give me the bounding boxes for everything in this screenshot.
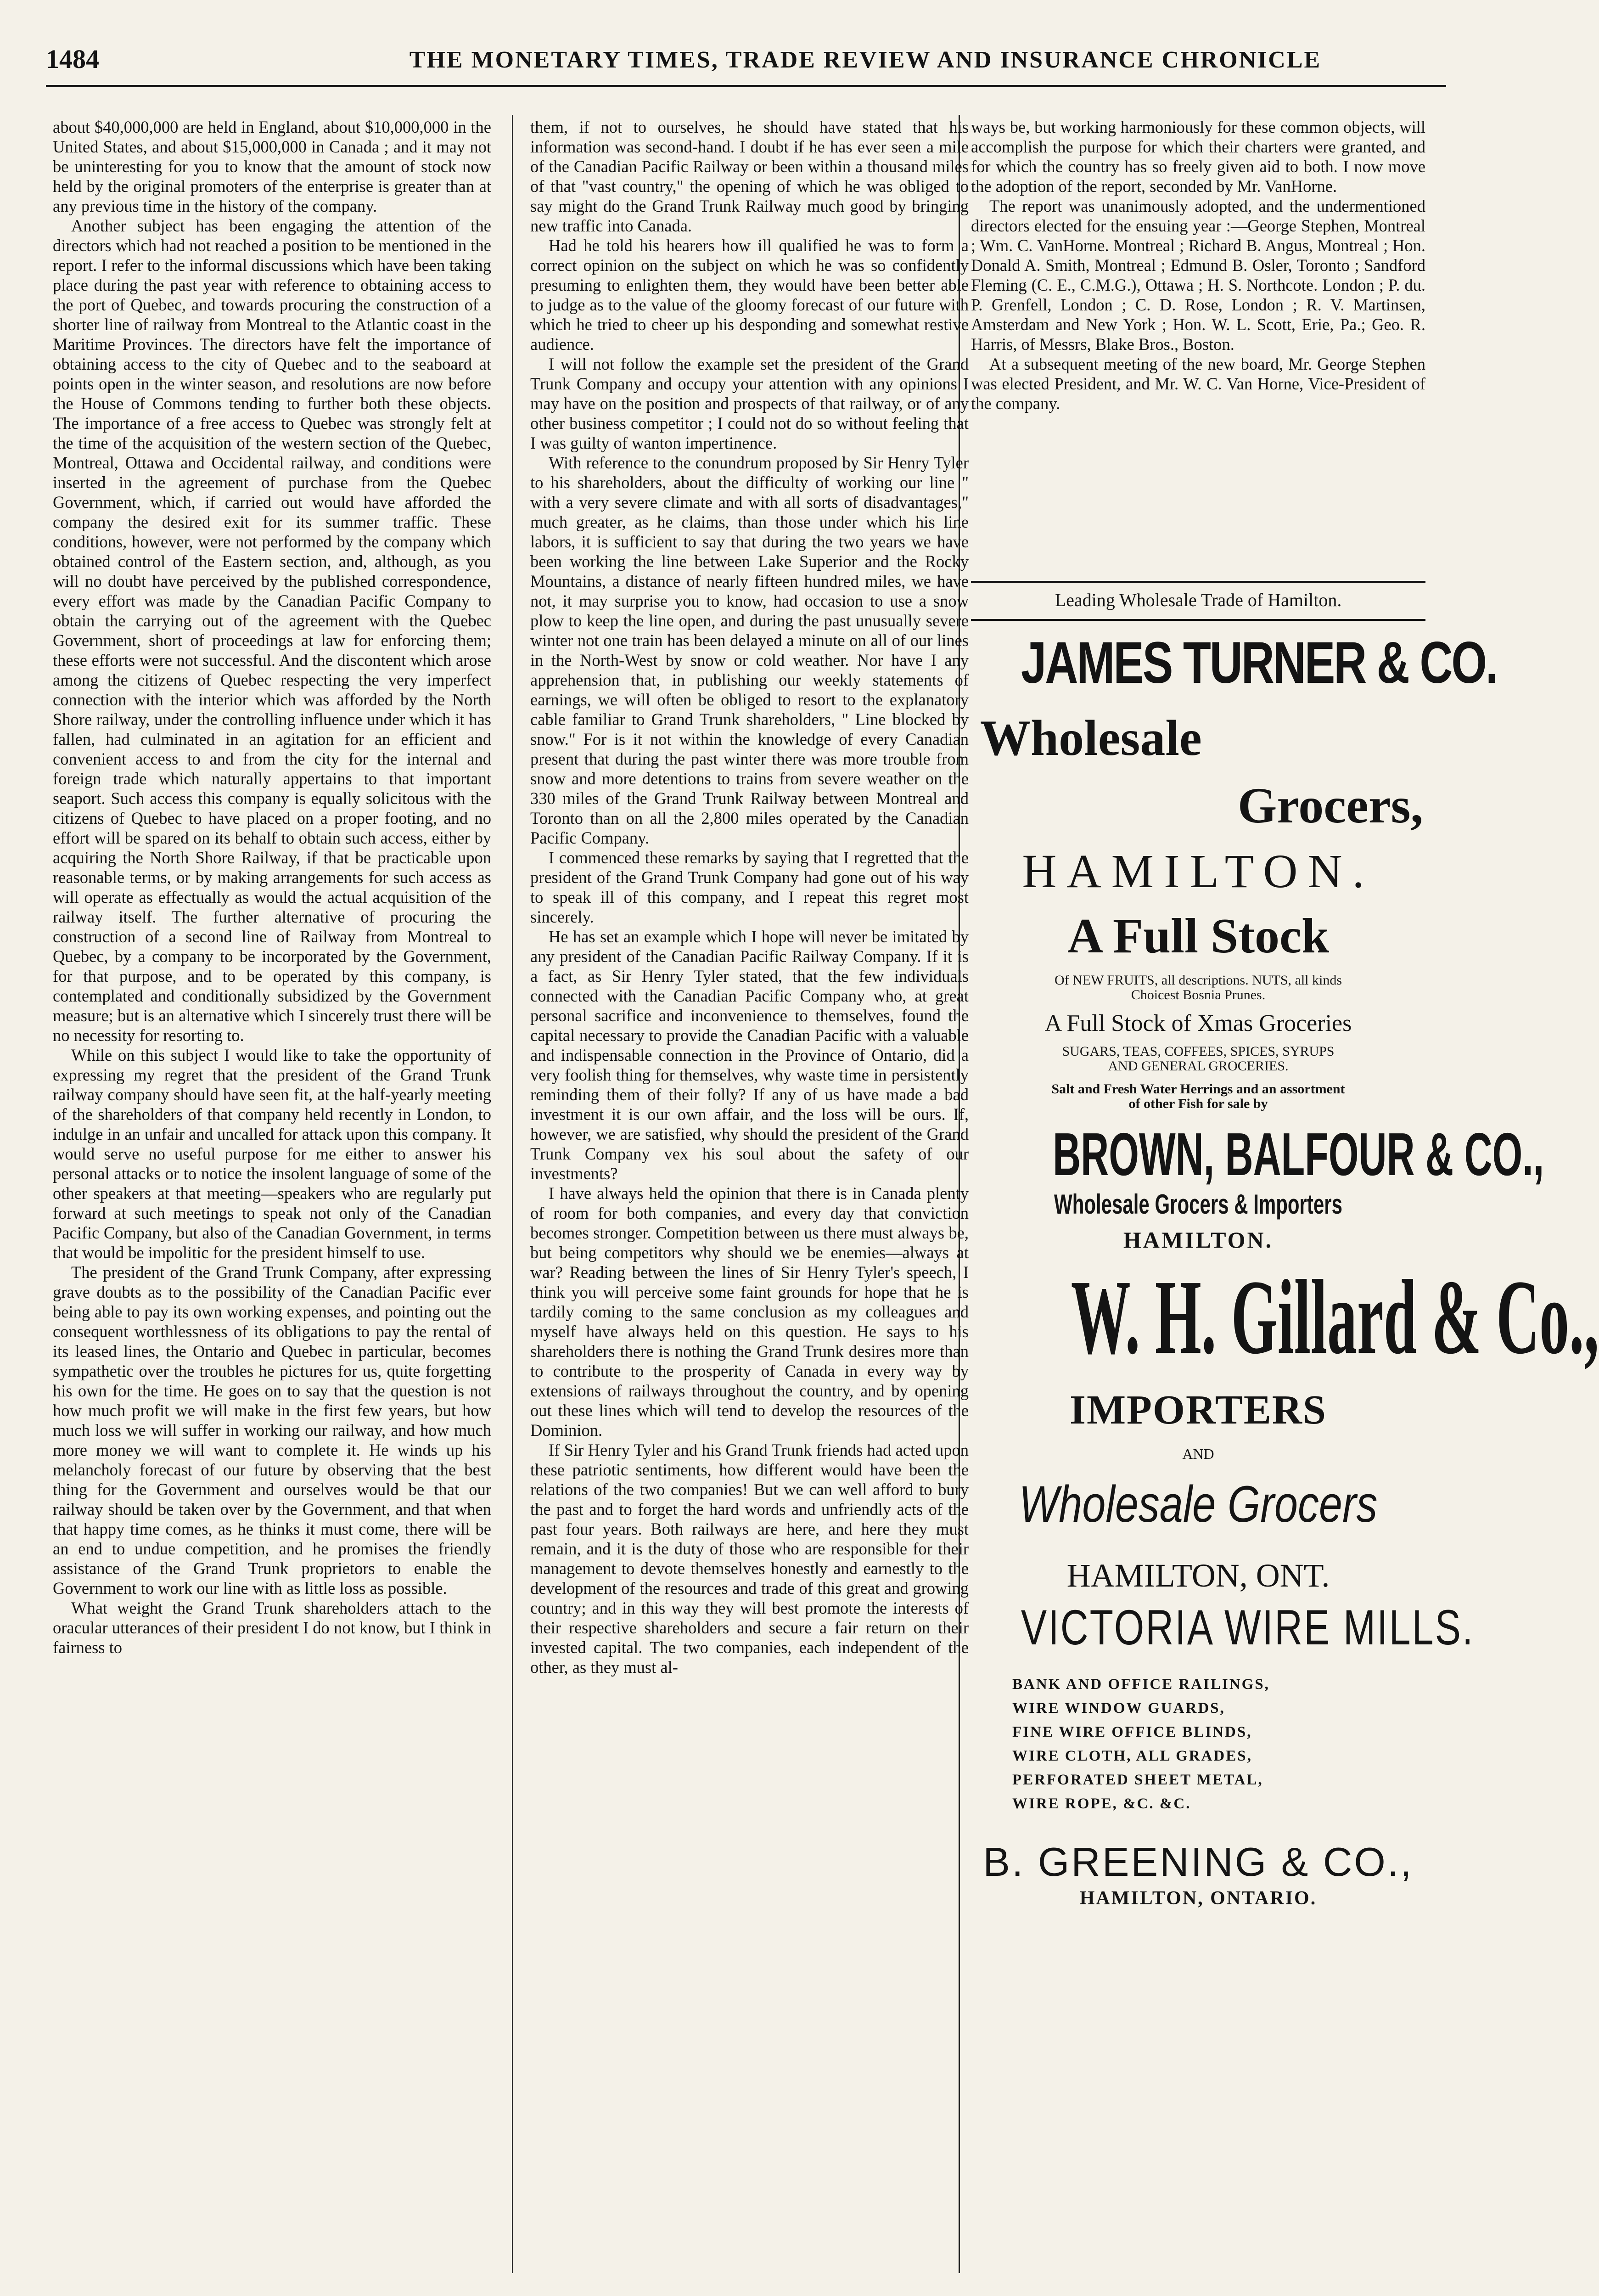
- ad-gillard: [971, 1258, 1599, 1595]
- paragraph: The report was unanimously adopted, and the undermentioned directors elected for the ensuing year :—George Stephen, Montreal ; Wm. C. VanHorne. Montreal ; Richard B. Angus, Montreal ; Hon. Donald A. Smith, Montreal ; Edmund B. Osler, Toronto ; Sandford Fleming (C. E., C.M.G.), Ottawa ; H. S. Northcote. London ; P. du. P. Grenfell, London ; C. D. Rose, London ; R. V. Martinsen, Amsterdam and New York ; Hon. W. L. Scott, Erie, Pa.; Geo. R. Harris, of Messrs, Blake Bros., Boston.: [971, 197, 1425, 354]
- paragraph: them, if not to ourselves, he should have stated that his information was second-hand. I doubt if he has ever seen a mile of the Canadian Pacific Railway or been within a thousand miles of that "vast country," the opening of which he was obliged to say might do the Grand Trunk Railway much good by bringing new traffic into Canada.: [530, 118, 969, 235]
- ad-line: Wholesale: [980, 710, 1202, 766]
- running-head: THE MONETARY TIMES, TRADE REVIEW AND INSURANCE CHRONICLE: [409, 47, 1322, 73]
- article-column-2: [530, 117, 969, 2275]
- ad-line: IMPORTERS: [1070, 1387, 1327, 1433]
- paragraph: What weight the Grand Trunk shareholders attach to the oracular utterances of their president I do not know, but I think in fairness to: [53, 1598, 491, 1657]
- paragraph: At a subsequent meeting of the new board, Mr. George Stephen was elected President, and Mr. W. C. Van Horne, Vice-President of the company.: [971, 355, 1425, 413]
- page-header: [46, 44, 1446, 87]
- ad-line: Choicest Bosnia Prunes.: [1131, 987, 1266, 1002]
- list-item: PERFORATED SHEET METAL,: [1012, 1772, 1263, 1788]
- paragraph: While on this subject I would like to take the opportunity of expressing my regret that the president of the Grand Trunk railway company should have seen fit, at the half-yearly meeting of the shareholders of that company held recently in London, to indulge in an unfair and uncalled for attack upon this company. It would serve no useful purpose for me either to answer his personal attacks or to notice the insolent language of some of the other speakers at that meeting—speakers who are regularly put forward at such meetings to speak not only of the Canadian Pacific Company, but also of the Canadian Government, in terms that would be impolitic for the president himself to use.: [53, 1046, 491, 1262]
- list-item: WIRE ROPE, &C. &C.: [1012, 1795, 1191, 1812]
- paragraph: With reference to the conundrum proposed by Sir Henry Tyler to his shareholders, about the difficulty of working our line " with a very severe climate and with all sorts of disadvantages," much greater, as he claims, than those under which his line labors, it is sufficient to say that during the two years we have been working the line between Lake Superior and the Rocky Mountains, a distance of nearly fifteen hundred miles, we have not, it may surprise you to know, had occasion to use a snow plow to keep the line open, and during the past unusually severe winter not one train has been delayed a minute on all of our lines in the North-West by snow or cold weather. Nor have I any apprehension that, in publishing our weekly statements of earnings, we will often be obliged to resort to the explanatory cable familiar to Grand Trunk shareholders, " Line blocked by snow." For is it not within the knowledge of every Canadian present that during the past winter there was more trouble from snow and more detentions to trains from severe weather on the 330 miles of the Grand Trunk Railway between Montreal and Toronto than on all the 2,800 miles operated by the Canadian Pacific Company.: [530, 453, 969, 847]
- ad-line: of other Fish for sale by: [1128, 1096, 1268, 1111]
- product-list: [1012, 1672, 1425, 1816]
- ad-brown-balfour: [971, 1120, 1544, 1253]
- ad-line: Grocers,: [1237, 777, 1423, 833]
- ad-line: Of NEW FRUITS, all descriptions. NUTS, all kinds: [1054, 973, 1342, 988]
- ad-greening: [971, 1598, 1475, 1909]
- advertiser-name: BROWN, BALFOUR & CO.,: [1053, 1120, 1544, 1188]
- ad-city: HAMILTON.: [1022, 845, 1375, 898]
- column-divider: [512, 115, 513, 2273]
- firm-name: B. GREENING & CO.,: [983, 1839, 1414, 1885]
- advertisements: [971, 581, 1599, 1909]
- ad-city: HAMILTON, ONTARIO.: [1079, 1888, 1317, 1909]
- ad-rule: [971, 581, 1425, 583]
- advertiser-name: VICTORIA WIRE MILLS.: [1021, 1599, 1475, 1655]
- paragraph: If Sir Henry Tyler and his Grand Trunk friends had acted upon these patriotic sentiments, how different would have been the relations of the two companies! But we can well afford to bury the past and to forget the hard words and unfriendly acts of the past four years. Both railways are here, and here they must remain, and it is the duty of those who are responsible for their management to devote themselves honestly and earnestly to the development of the resources and trade of this great and growing country; and in this way they will best promote the interests of their respective shareholders and secure a fair return on their invested capital. The two companies, each independent of the other, as they must al-: [530, 1441, 969, 1677]
- ad-line: AND GENERAL GROCERIES.: [1108, 1058, 1289, 1074]
- ad-city: HAMILTON, ONT.: [1066, 1557, 1330, 1594]
- advertiser-name: JAMES TURNER & CO.: [1021, 630, 1497, 696]
- list-item: BANK AND OFFICE RAILINGS,: [1012, 1676, 1270, 1693]
- paragraph: Had he told his hearers how ill qualified he was to form a correct opinion on the subject on which he was so confidently presuming to enlighten them, they would have been better able to judge as to the value of the gloomy forecast of our future with which he tried to cheer up his desponding and somewhat restive audience.: [530, 236, 969, 354]
- paragraph: about $40,000,000 are held in England, about $10,000,000 in the United States, and about $15,000,000 in Canada ; and it may not be uninteresting for you to know that the amount of stock now held by the original promoters of the enterprise is greater than at any previous time in the history of the company.: [53, 118, 491, 215]
- ad-line: Wholesale Grocers & Importers: [1054, 1189, 1342, 1220]
- list-item: FINE WIRE OFFICE BLINDS,: [1012, 1724, 1252, 1740]
- ads-heading: Leading Wholesale Trade of Hamilton.: [1055, 590, 1342, 610]
- list-item: WIRE WINDOW GUARDS,: [1012, 1700, 1225, 1716]
- advertiser-name: W. H. Gillard & Co.,: [1071, 1258, 1599, 1376]
- ad-line: Salt and Fresh Water Herrings and an assortment: [1051, 1081, 1345, 1097]
- paragraph: I commenced these remarks by saying that I regretted that the president of the Grand Trunk Company had gone out of his way to speak ill of this company, and I repeat this regret most sincerely.: [530, 848, 969, 926]
- ad-line: A Full Stock of Xmas Groceries: [1044, 1010, 1352, 1036]
- list-item: WIRE CLOTH, ALL GRADES,: [1012, 1748, 1252, 1764]
- ad-line: A Full Stock: [1067, 909, 1330, 963]
- paragraph: I have always held the opinion that there is in Canada plenty of room for both companies, and every day that conviction becomes stronger. Competition between us there must always be, but being competitors why should we be enemies—always at war? Reading between the lines of Sir Henry Tyler's speech, I think you will perceive some faint grounds for hope that he is tardily coming to the same conclusion as my colleagues and myself have always held on this question. He says to his shareholders there is nothing the Grand Trunk desires more than to contribute to the prosperity of Canada in every way by extensions of railways throughout the country, and by opening out these lines which will tend to develop the resources of the Dominion.: [530, 1184, 969, 1440]
- paragraph: I will not follow the example set the president of the Grand Trunk Company and occupy your attention with any opinions I may have on the position and prospects of that railway, or of any other business competitor ; I could not do so without feeling that I was guilty of wanton impertinence.: [530, 355, 969, 452]
- ad-line: Wholesale Grocers: [1019, 1475, 1378, 1533]
- ad-rule: [971, 619, 1425, 621]
- paragraph: He has set an example which I hope will never be imitated by any president of the Canadian Pacific Railway Company. If it is a fact, as Sir Henry Tyler stated, that the few individuals connected with the Canadian Pacific Company who, at great personal sacrifice and inconvenience to themselves, found the capital necessary to provide the Canadian Pacific with a valuable and indispensable connection in the Province of Ontario, did a very foolish thing for themselves, why waste time in persistently reminding them of their folly? If any of us have made a bad investment it is our own affair, and the loss will be ours. If, however, we are satisfied, why should the president of the Grand Trunk Company vex his soul about the safety of our investments?: [530, 927, 969, 1183]
- page-number: 1484: [46, 44, 99, 74]
- ad-line: SUGARS, TEAS, COFFEES, SPICES, SYRUPS: [1062, 1044, 1335, 1059]
- ad-james-turner: [971, 630, 1497, 1111]
- ad-line: AND: [1182, 1446, 1214, 1462]
- article-column-3: [971, 117, 1425, 572]
- paragraph: Another subject has been engaging the attention of the directors which had not reached a position to be mentioned in the report. I refer to the informal discussions which have been taking place during the past year with reference to obtaining access to the port of Quebec, and towards procuring the construction of a shorter line of railway from Montreal to the Atlantic coast in the Maritime Provinces. The directors have felt the importance of obtaining access to the city of Quebec and to the seaboard at points open in the winter season, and resolutions are now before the House of Commons tending to further both these objects. The importance of a free access to Quebec was strongly felt at the time of the acquisition of the western section of the Quebec, Montreal, Ottawa and Occidental railway, and conditions were inserted in the agreement of purchase from the Quebec Government, which, if carried out would have afforded the company the desired exit for its summer traffic. These conditions, however, were not performed by the company which obtained control of the Eastern section, and, although, as you will no doubt have perceived by the published correspondence, every effort was made by the Canadian Pacific Company to obtain the carrying out of the agreement with the Quebec Government, short of proceedings at law for enforcing them; these efforts were not successful. And the discontent which arose among the citizens of Quebec respecting the very imperfect connection with the interior which was afforded by the North Shore railway, under the controlling influence under which it has fallen, had culminated in an agitation for an efficient and convenient access to and from the city for the internal and foreign trade which naturally appertains to that important seaport. Such access this company is equally solicitous with the citizens of Quebec to have placed on a proper footing, and no effort will be spared on its behalf to obtain such access, either by acquiring the North Shore Railway, if that be practicable upon reasonable terms, or by making arrangements for such access as will operate as effectually as would the actual acquisition of the railway itself. The further alternative of procuring the construction of a second line of Railway from Montreal to Quebec, by a company to be incorporated by the Government, for that purpose, and to be operated by this company, is contemplated and conditionally subsidized by the Government measure; but is an alternative which I sincerely trust there will be no necessity for resorting to.: [53, 216, 491, 1045]
- paragraph: The president of the Grand Trunk Company, after expressing grave doubts as to the possibility of the Canadian Pacific ever being able to pay its own working expenses, and pointing out the consequent worthlessness of its obligations to pay the rental of its leased lines, the Ontario and Quebec in particular, becomes sympathetic over the troubles he pictures for us, quite forgetting his own for the time. He goes on to say that the question is not how much profit we will make in the first few years, but how much loss we will suffer in working our railway, and how much more money we will want to complete it. He winds up his melancholy forecast of our future by observing that the best thing for the Government and ourselves would be that our railway should be taken over by the Government, and that when that happy time comes, as he thinks it must come, there will be an end to undue competition, and he promises the friendly assistance of the Grand Trunk proprietors to enable the Government to work our line with as little loss as possible.: [53, 1263, 491, 1598]
- paragraph: ways be, but working harmoniously for these common objects, will accomplish the purpose for which their charters were granted, and for which the country has so freely given aid to both. I now move the adoption of the report, seconded by Mr. VanHorne.: [971, 118, 1425, 196]
- ad-city: HAMILTON.: [1123, 1227, 1274, 1253]
- article-column-1: [53, 117, 491, 2275]
